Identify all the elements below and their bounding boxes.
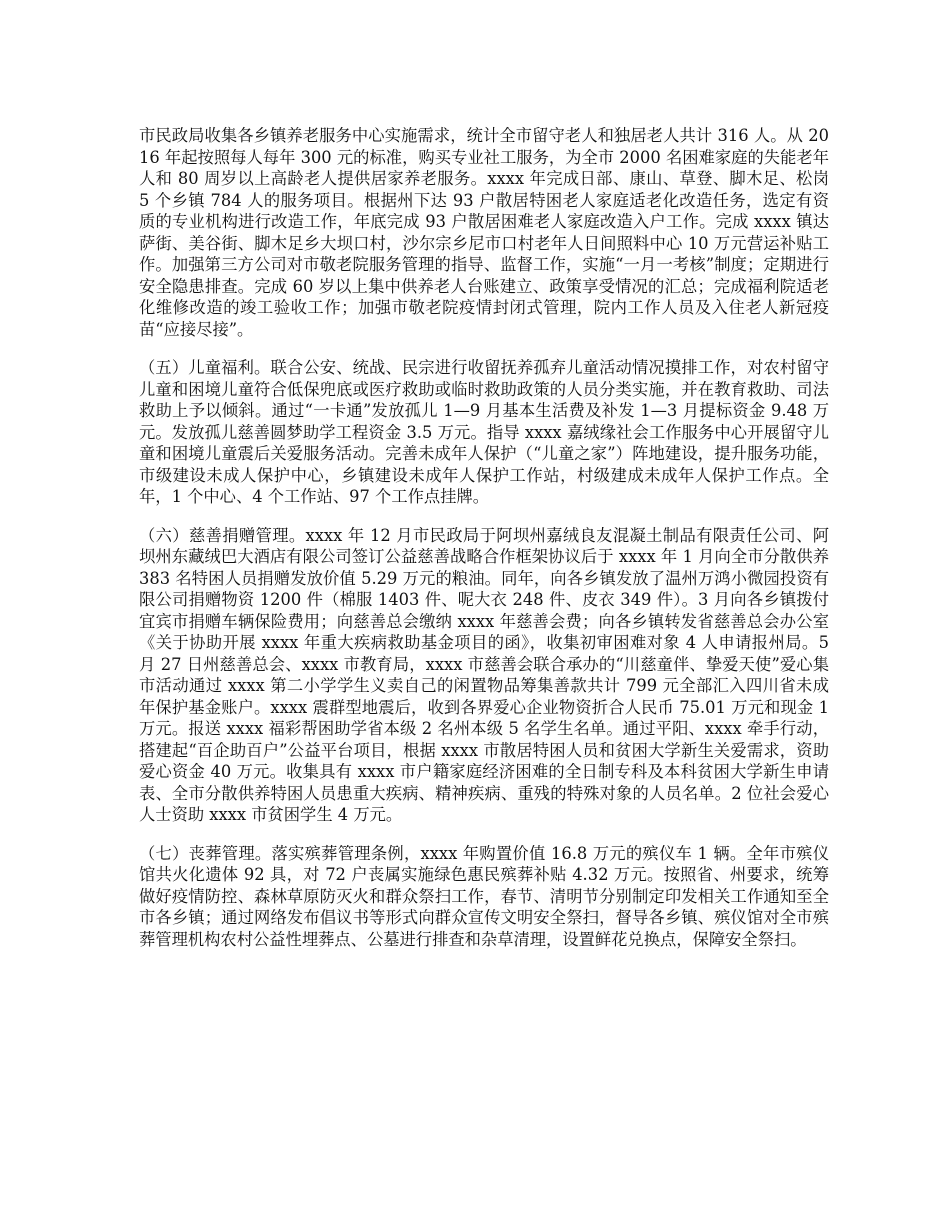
document-body xyxy=(139,125,829,950)
paragraph-charity-donation: （六）慈善捐赠管理。xxxx 年 12 月市民政局于阿坝州嘉绒良友混凝土制品有限责任公司、阿坝州东藏绒巴大酒店有限公司签订公益慈善战略合作框架协议后于 xxxx 年 1 月向全市分散供养 383 名特困人员捐赠发放价值 5.29 万元的粮油。同年，向各乡镇发放了温州万鸿小微园投资有限公司捐赠物资 1200 件（棉服 1403 件、呢大衣 248 件、皮衣 349 件）。3 月向各乡镇拨付宜宾市捐赠车辆保险费用；向慈善总会缴纳 xxxx 年慈善会费；向各乡镇转发省慈善总会办公室《关于协助开展 xxxx 年重大疾病救助基金项目的函》，收集初审困难对象 4 人申请报州局。5 月 27 日州慈善总会、xxxx 市教育局，xxxx 市慈善会联合承办的“川慈童伴、挚爱天使”爱心集市活动通过 xxxx 第二小学学生义卖自己的闲置物品筹集善款共计 799 元全部汇入四川省未成年保护基金账户。xxxx 震群型地震后，收到各界爱心企业物资折合人民币 75.01 万元和现金 1 万元。报送 xxxx 福彩帮困助学省本级 2 名州本级 5 名学生名单。通过平阳、xxxx 牵手行动，搭建起“百企助百户”公益平台项目，根据 xxxx 市散居特困人员和贫困大学新生关爱需求，资助爱心资金 40 万元。收集具有 xxxx 市户籍家庭经济困难的全日制专科及本科贫困大学新生申请表、全市分散供养特困人员患重大疾病、精神疾病、重残的特殊对象的人员名单。2 位社会爱心人士资助 xxxx 市贫困学生 4 万元。 xyxy=(139,525,829,824)
paragraph-funeral-management: （七）丧葬管理。落实殡葬管理条例，xxxx 年购置价值 16.8 万元的殡仪车 1 辆。全年市殡仪馆共火化遗体 92 具，对 72 户丧属实施绿色惠民殡葬补贴 4.32 万元。按照省、州要求，统筹做好疫情防控、森林草原防灭火和群众祭扫工作，春节、清明节分别制定印发相关工作通知至全市各乡镇；通过网络发布倡议书等形式向群众宣传文明安全祭扫，督导各乡镇、殡仪馆对全市殡葬管理机构农村公益性埋葬点、公墓进行排查和杂草清理，设置鲜花兑换点，保障安全祭扫。 xyxy=(139,843,829,949)
paragraph-elderly-services: 市民政局收集各乡镇养老服务中心实施需求，统计全市留守老人和独居老人共计 316 人。从 2016 年起按照每人每年 300 元的标准，购买专业社工服务，为全市 2000 名困难家庭的失能老年人和 80 周岁以上高龄老人提供居家养老服务。xxxx 年完成日部、康山、草登、脚木足、松岗 5 个乡镇 784 人的服务项目。根据州下达 93 户散居特困老人家庭适老化改造任务，选定有资质的专业机构进行改造工作，年底完成 93 户散居困难老人家庭改造入户工作。完成 xxxx 镇达萨街、美谷街、脚木足乡大坝口村，沙尔宗乡尼市口村老年人日间照料中心 10 万元营运补贴工作。加强第三方公司对市敬老院服务管理的指导、监督工作，实施“一月一考核”制度；定期进行安全隐患排查。完成 60 岁以上集中供养老人台账建立、政策享受情况的汇总；完成福利院适老化维修改造的竣工验收工作；加强市敬老院疫情封闭式管理，院内工作人员及入住老人新冠疫苗“应接尽接”。 xyxy=(139,126,829,339)
paragraph-child-welfare: （五）儿童福利。联合公安、统战、民宗进行收留抚养孤弃儿童活动情况摸排工作，对农村留守儿童和困境儿童符合低保兜底或医疗救助或临时救助政策的人员分类实施，并在教育救助、司法救助上予以倾斜。通过“一卡通”发放孤儿 1—9 月基本生活费及补发 1—3 月提标资金 9.48 万元。发放孤儿慈善圆梦助学工程资金 3.5 万元。指导 xxxx 嘉绒缘社会工作服务中心开展留守儿童和困境儿童震后关爱服务活动。完善未成年人保护（“儿童之家”）阵地建设，提升服务功能，市级建设未成人保护中心，乡镇建设未成年人保护工作站，村级建成未成年人保护工作点。全年，1 个中心、4 个工作站、97 个工作点挂牌。 xyxy=(139,358,829,506)
